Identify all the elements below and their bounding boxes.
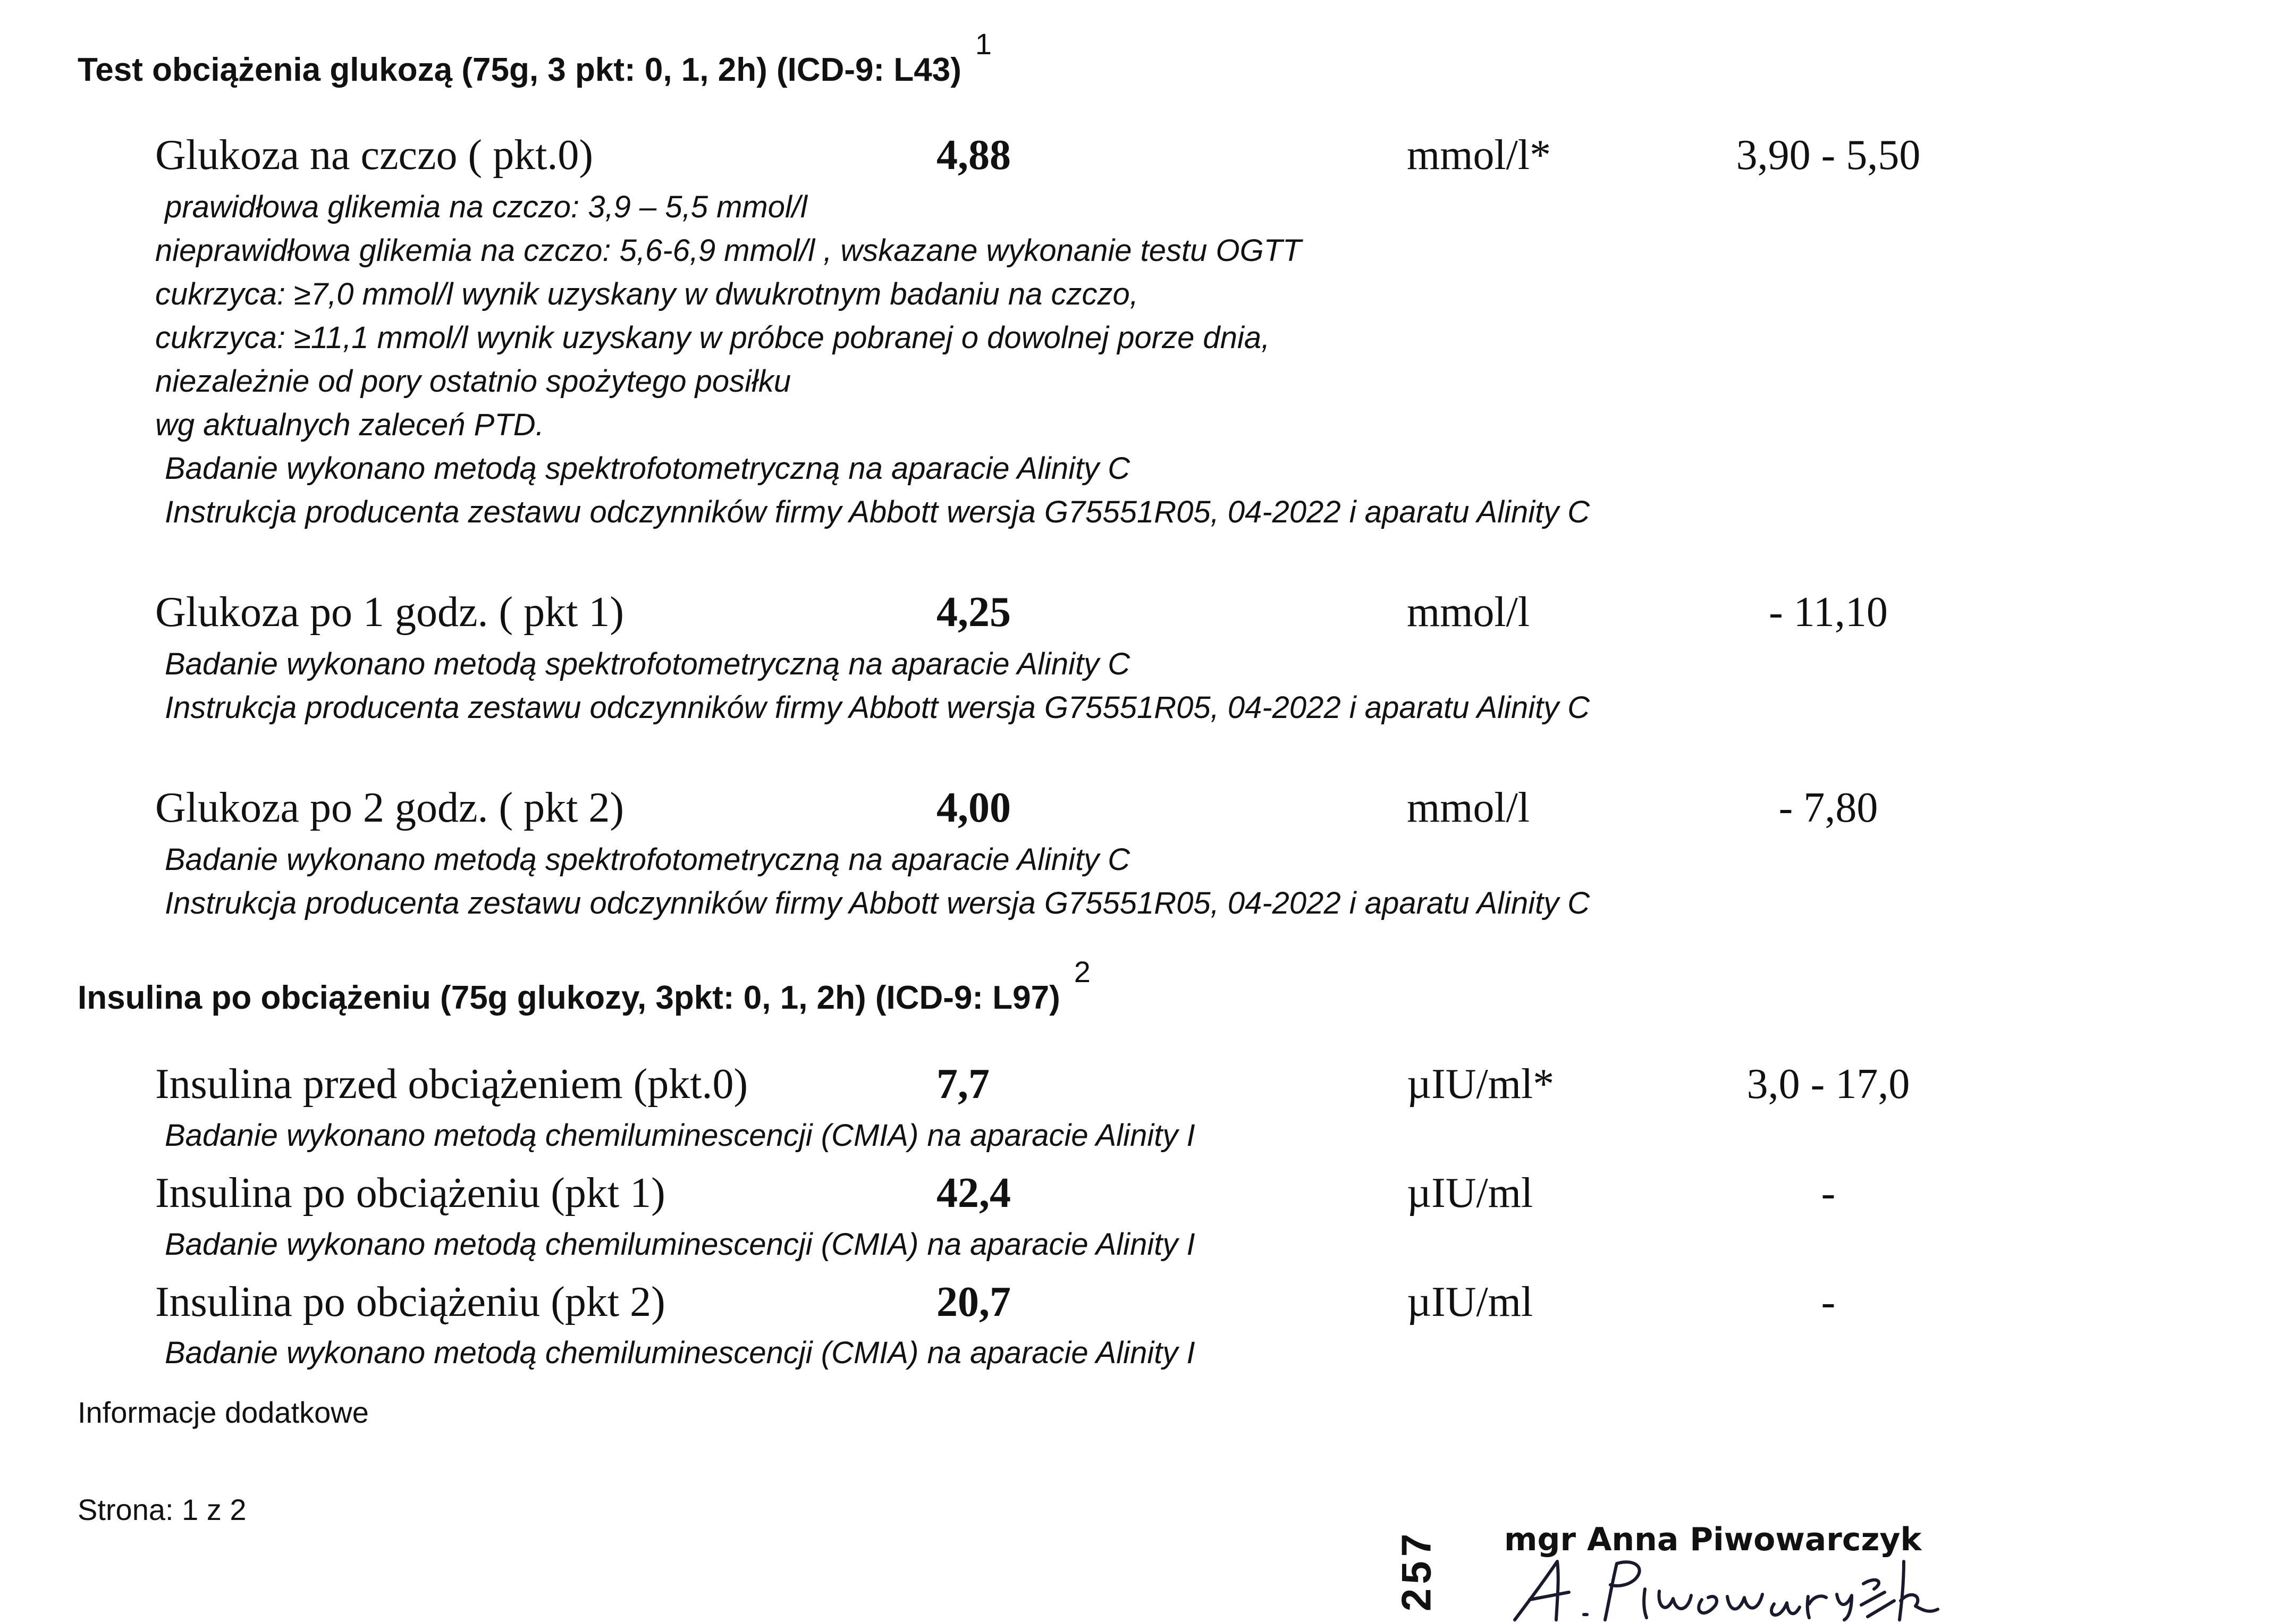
result-name: Glukoza po 1 godz. ( pkt 1) — [155, 589, 624, 636]
result-note: cukrzyca: ≥11,1 mmol/l wynik uzyskany w próbce pobranej o dowolnej porze dnia, — [155, 320, 1270, 355]
result-note: niezależnie od pory ostatnio spożytego posiłku — [155, 364, 791, 399]
result-unit: mmol/l* — [1407, 132, 1551, 179]
glucose-test-title: Test obciążenia glukozą (75g, 3 pkt: 0, 1, 2h) (ICD-9: L43) — [78, 52, 961, 88]
additional-info-label: Informacje dodatkowe — [78, 1396, 369, 1429]
handwritten-signature — [1504, 1552, 1956, 1622]
result-value: 4,25 — [936, 589, 1011, 636]
result-note: prawidłowa glikemia na czczo: 3,9 – 5,5 mmol/l — [165, 190, 807, 224]
result-note: Badanie wykonano metodą spektrofotometryczną na aparacie Alinity C — [165, 842, 1130, 877]
result-unit: µIU/ml* — [1407, 1061, 1555, 1108]
result-row-glucose-1h — [0, 588, 2296, 641]
page-number: Strona: 1 z 2 — [78, 1493, 247, 1526]
result-reference-range: - 7,80 — [1778, 784, 1878, 831]
result-note: Badanie wykonano metodą spektrofotometryczną na aparacie Alinity C — [165, 647, 1130, 681]
glucose-test-ref-number: 1 — [975, 27, 992, 61]
result-value: 20,7 — [936, 1279, 1011, 1325]
result-note: cukrzyca: ≥7,0 mmol/l wynik uzyskany w dwukrotnym badaniu na czczo, — [155, 277, 1138, 311]
result-reference-range: 3,0 - 17,0 — [1746, 1061, 1910, 1108]
result-unit: mmol/l — [1407, 589, 1530, 636]
stamp-number-text: 257 — [1392, 1529, 1440, 1612]
insulin-test-ref-number: 2 — [1074, 955, 1091, 989]
result-note: Instrukcja producenta zestawu odczynników firmy Abbott wersja G75551R05, 04-2022 i aparatu Alinity C — [165, 495, 1590, 529]
result-name: Glukoza po 2 godz. ( pkt 2) — [155, 784, 624, 831]
result-note: nieprawidłowa glikemia na czczo: 5,6-6,9 mmol/l , wskazane wykonanie testu OGTT — [155, 233, 1302, 268]
result-value: 7,7 — [936, 1061, 990, 1108]
result-reference-range: - — [1821, 1170, 1836, 1216]
insulin-test-heading — [78, 955, 1091, 1017]
stamp-number — [1387, 1520, 1446, 1621]
result-value: 4,00 — [936, 784, 1011, 831]
stamp-name: mgr Anna Piwowarczyk — [1504, 1521, 1922, 1558]
result-value: 42,4 — [936, 1170, 1011, 1216]
result-row-glucose-fasting — [0, 131, 2296, 184]
result-note: Instrukcja producenta zestawu odczynników firmy Abbott wersja G75551R05, 04-2022 i aparatu Alinity C — [165, 690, 1590, 725]
result-unit: mmol/l — [1407, 784, 1530, 831]
result-note: Instrukcja producenta zestawu odczynników firmy Abbott wersja G75551R05, 04-2022 i aparatu Alinity C — [165, 886, 1590, 920]
result-value: 4,88 — [936, 132, 1011, 179]
result-unit: µIU/ml — [1407, 1279, 1533, 1325]
result-unit: µIU/ml — [1407, 1170, 1533, 1216]
result-name: Insulina po obciążeniu (pkt 2) — [155, 1279, 665, 1325]
result-note: wg aktualnych zaleceń PTD. — [155, 408, 544, 442]
result-note: Badanie wykonano metodą chemiluminescencji (CMIA) na aparacie Alinity I — [165, 1118, 1195, 1153]
result-name: Insulina przed obciążeniem (pkt.0) — [155, 1061, 748, 1108]
result-row-insulin-1 — [0, 1169, 2296, 1222]
result-note: Badanie wykonano metodą chemiluminescencji (CMIA) na aparacie Alinity I — [165, 1227, 1195, 1262]
result-note: Badanie wykonano metodą spektrofotometryczną na aparacie Alinity C — [165, 451, 1130, 486]
result-row-insulin-0 — [0, 1060, 2296, 1113]
result-row-glucose-2h — [0, 784, 2296, 837]
result-reference-range: 3,90 - 5,50 — [1736, 132, 1921, 179]
result-reference-range: - 11,10 — [1769, 589, 1888, 636]
glucose-test-heading — [78, 27, 992, 89]
result-reference-range: - — [1821, 1279, 1836, 1325]
result-name: Insulina po obciążeniu (pkt 1) — [155, 1170, 665, 1216]
result-note: Badanie wykonano metodą chemiluminescencji (CMIA) na aparacie Alinity I — [165, 1336, 1195, 1370]
insulin-test-title: Insulina po obciążeniu (75g glukozy, 3pkt: 0, 1, 2h) (ICD-9: L97) — [78, 979, 1060, 1016]
result-row-insulin-2 — [0, 1278, 2296, 1331]
result-name: Glukoza na czczo ( pkt.0) — [155, 132, 594, 179]
